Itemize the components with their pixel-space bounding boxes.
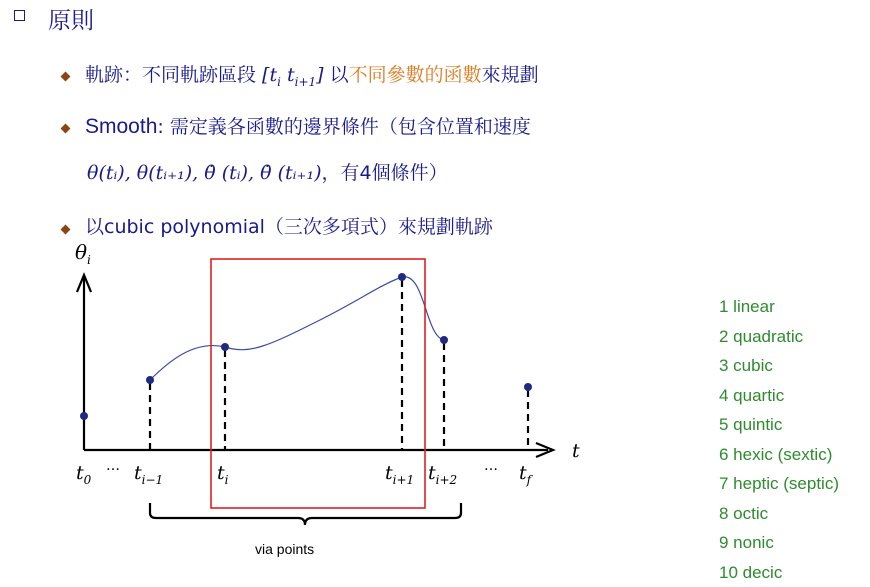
tick-label: $t_{i+1}$ [385,462,415,487]
bullet-1-math-mid: t [280,64,295,86]
tick-label: $t_0$ [76,462,92,487]
list-item: 8 octic [719,503,769,523]
data-point [80,412,88,420]
list-item: 5 quintic [719,415,783,434]
list-item: 6 hexic (sextic) [719,444,833,464]
data-point [398,273,406,281]
tick-ellipsis: … [106,458,120,474]
data-point [524,383,532,391]
data-point [221,343,229,351]
bullet-2-label: Smooth [85,115,158,138]
list-item: 9 nonic [719,533,774,552]
tick-label: $t_f$ [519,462,532,487]
list-item: 7 heptic (septic) [719,474,839,493]
list-item: 4 quartic [719,385,785,405]
bullet-1-sub-i1: i+1 [294,74,317,89]
bullet-2-math: θ(tᵢ), θ(tᵢ₊₁), θ̇ (tᵢ), θ̇ (tᵢ₊₁) [87,162,322,184]
tick-label: $t_{i+2}$ [428,462,458,487]
via-points-brace [150,503,461,525]
bullet-1-sub-i: i [277,74,281,89]
x-axis-label: t [572,440,580,462]
bullet-3-text: 以cubic polynomial（三次多項式）來規劃軌跡 [85,216,493,238]
tick-label: $t_{i-1}$ [134,462,164,487]
y-axis-label: $\theta_i$ [75,240,91,267]
bullet-1-highlight: 不同參數的函數 [348,64,482,86]
polynomial-list [719,292,839,587]
bullet-1-end: 來規劃 [481,64,539,86]
bullet-1-math-close: ] [316,64,324,86]
bullet-2-text: : 需定義各函數的邊界條件（包含位置和速度 [157,116,531,138]
trajectory-curve [150,277,444,380]
list-item: 2 quadratic [719,326,804,346]
data-point [146,376,154,384]
tick-label: $t_i$ [217,462,229,487]
bullet-1-text: 軌跡：不同軌跡區段 [85,64,263,86]
data-point [440,336,448,344]
list-item: 1 linear [719,297,775,316]
via-points-label: via points [255,541,315,557]
tick-ellipsis: … [484,458,498,474]
page-title: 原則 [48,8,94,34]
list-item: 10 decic [719,562,783,582]
bullet-1-math-open: [t [262,64,278,86]
list-item: 3 cubic [719,356,773,375]
bullet-2-cont-text: ，有4個條件） [321,162,448,184]
bullet-1-post: 以 [323,64,349,86]
